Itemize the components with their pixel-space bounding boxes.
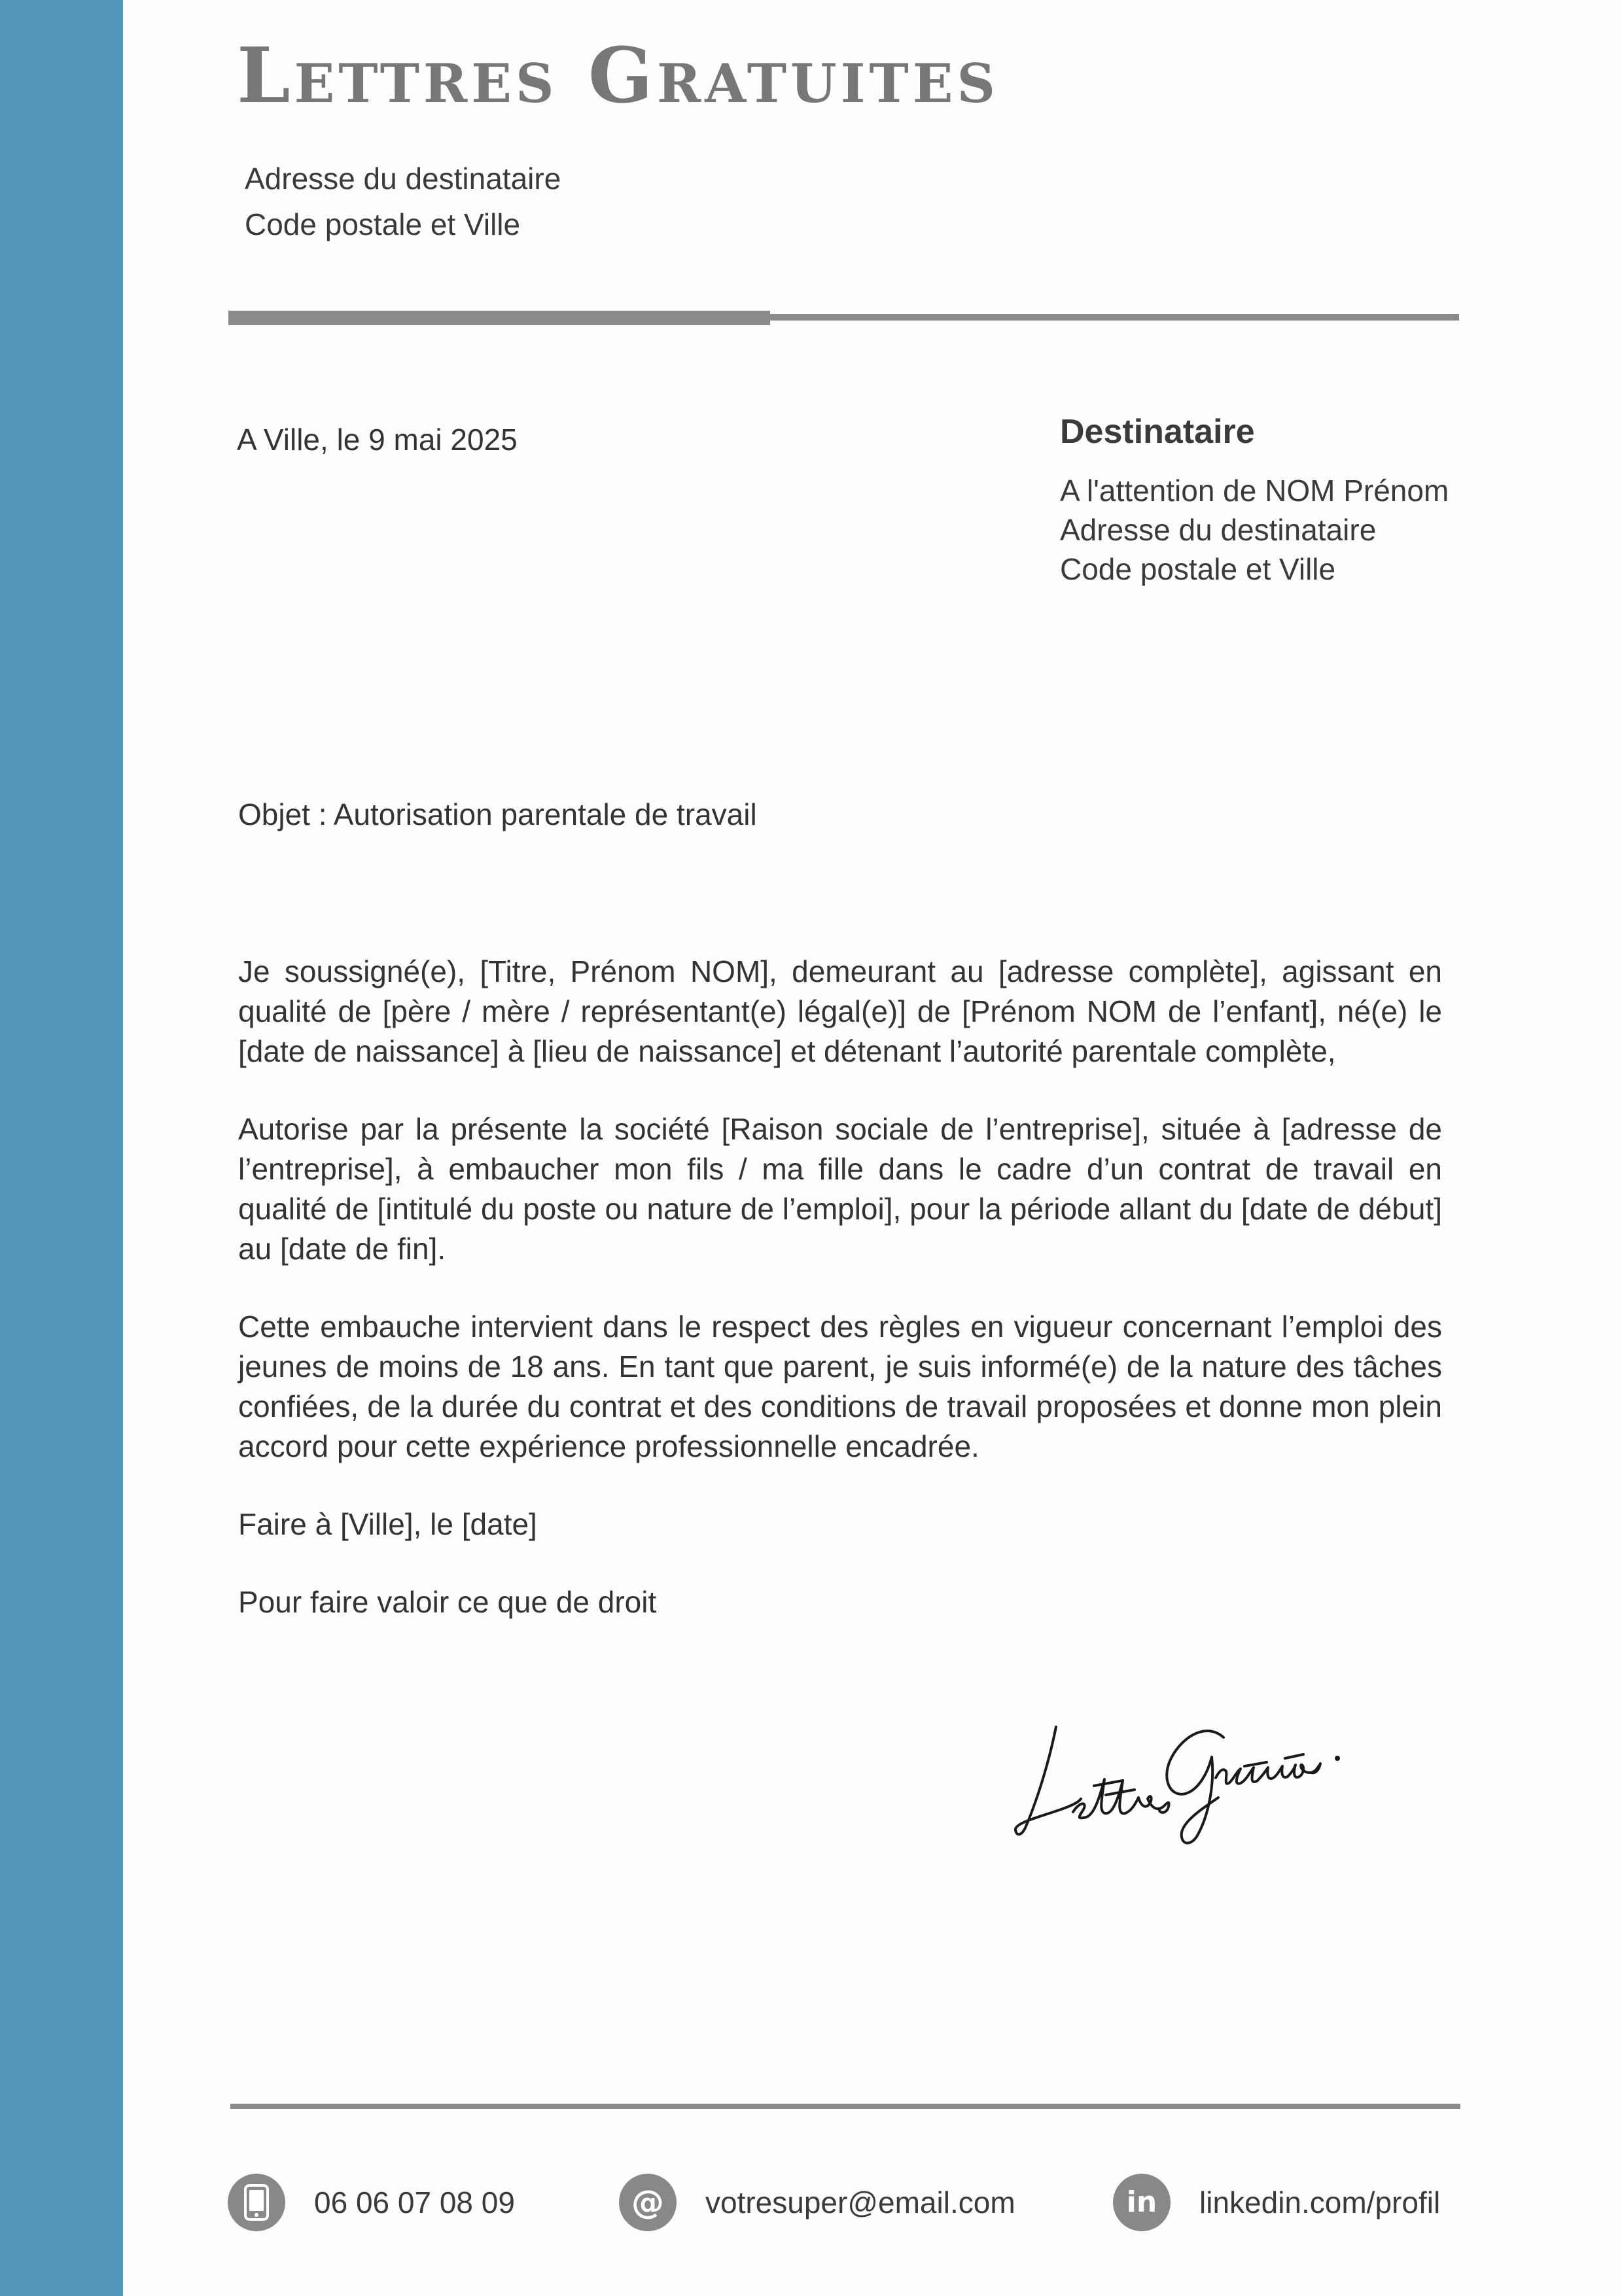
sender-address-line: Adresse du destinataire: [245, 162, 561, 196]
body-paragraph-declaration: Je soussigné(e), [Titre, Prénom NOM], demeurant au [adresse complète], agissant en qualité de [père / mère / représentant(e) légal(e)] de [Prénom NOM de l’enfant], né(e) le [date de naissance] à [lieu de naissance] et détenant l’autorité parentale complète,: [238, 954, 1442, 1068]
footer-divider: [230, 2104, 1460, 2109]
header-divider-thin: [770, 314, 1459, 321]
body-paragraph-authorization: Autorise par la présente la société [Raison sociale de l’entreprise], située à [adresse de l’entreprise], à embaucher mon fils / ma fille dans le cadre d’un contrat de travail en qualité de [intitulé du poste ou nature de l’emploi], pour la période allant du [date de début] au [date de fin].: [238, 1112, 1442, 1266]
recipient-address-line: Adresse du destinataire: [1060, 513, 1377, 547]
letter-date: A Ville, le 9 mai 2025: [237, 423, 518, 457]
sidebar-accent-bar: [0, 0, 123, 2296]
recipient-block: [1060, 412, 1449, 589]
email-address[interactable]: votresuper@email.com: [705, 2185, 1015, 2219]
linkedin-icon: in: [1113, 2174, 1171, 2231]
recipient-city-line: Code postale et Ville: [1060, 552, 1336, 586]
linkedin-url[interactable]: linkedin.com/profil: [1199, 2185, 1441, 2219]
sender-city-line: Code postale et Ville: [245, 207, 521, 241]
sender-address: [245, 156, 561, 247]
at-icon: @: [619, 2174, 677, 2231]
letter-subject: Objet : Autorisation parentale de travail: [238, 797, 757, 831]
letterhead-title: Lettres Gratuites: [237, 31, 1000, 120]
body-paragraph-conditions: Cette embauche intervient dans le respect des règles en vigueur concernant l’emploi des jeunes de moins de 18 ans. En tant que parent, je suis informé(e) de la nature des tâches confiées, de la durée du contrat et des conditions de travail proposées et donne mon plein accord pour cette expérience professionnelle encadrée.: [238, 1310, 1442, 1463]
body-paragraph-place-date: Faire à [Ville], le [date]: [238, 1507, 537, 1541]
phone-number: 06 06 07 08 09: [314, 2185, 515, 2219]
contact-email: [619, 2173, 1015, 2232]
contact-linkedin: [1113, 2173, 1440, 2232]
body-paragraph-closing: Pour faire valoir ce que de droit: [238, 1585, 657, 1619]
header-divider-thick: [228, 311, 770, 325]
contact-phone: [228, 2173, 515, 2232]
recipient-attention-line: A l'attention de NOM Prénom: [1060, 474, 1449, 508]
recipient-heading: Destinataire: [1060, 413, 1255, 451]
handwritten-signature: [1008, 1681, 1387, 1851]
letter-body: [238, 952, 1442, 1660]
phone-icon: [228, 2174, 285, 2231]
